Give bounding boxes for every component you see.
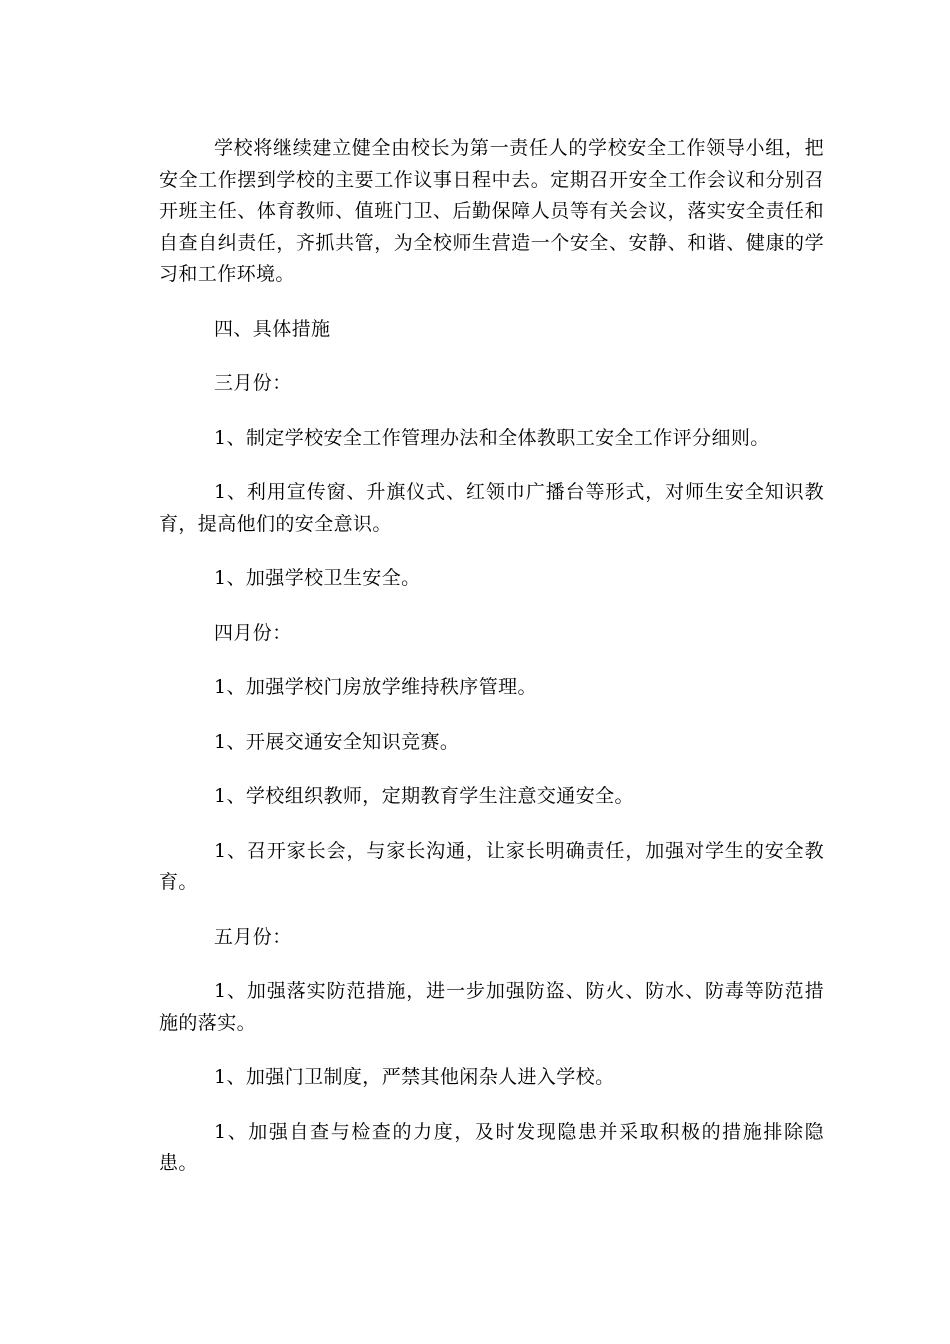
list-item: 1、加强学校卫生安全。 bbox=[214, 567, 421, 589]
document-body bbox=[159, 133, 824, 1203]
section-heading-measures: 四、具体措施 bbox=[214, 317, 331, 340]
list-item: 1、制定学校安全工作管理办法和全体教职工安全工作评分细则。 bbox=[214, 426, 770, 449]
paragraph-intro: 学校将继续建立健全由校长为第一责任人的学校安全工作领导小组，把安全工作摆到学校的主要工作议事日程中去。定期召开安全工作会议和分别召开班主任、体育教师、值班门卫、后勤保障人员等有关会议，落实安全责任和自查自纠责任，齐抓共管，为全校师生营造一个安全、安静、和谐、健康的学习和工作环境。 bbox=[159, 137, 824, 285]
list-item: 1、利用宣传窗、升旗仪式、红领巾广播台等形式，对师生安全知识教育，提高他们的安全意识。 bbox=[159, 481, 824, 535]
list-item: 1、加强学校门房放学维持秩序管理。 bbox=[214, 676, 537, 698]
list-item: 1、加强门卫制度，严禁其他闲杂人进入学校。 bbox=[214, 1066, 615, 1088]
list-item: 1、加强自查与检查的力度，及时发现隐患并采取积极的措施排除隐患。 bbox=[159, 1120, 824, 1174]
list-item: 1、开展交通安全知识竞赛。 bbox=[214, 730, 460, 753]
month-heading-may: 五月份： bbox=[214, 925, 292, 948]
list-item: 1、加强落实防范措施，进一步加强防盗、防火、防水、防毒等防范措施的落实。 bbox=[159, 980, 824, 1034]
month-heading-march: 三月份： bbox=[214, 372, 292, 394]
list-item: 1、学校组织教师，定期教育学生注意交通安全。 bbox=[214, 785, 634, 807]
month-heading-april: 四月份： bbox=[214, 621, 292, 644]
list-item: 1、召开家长会，与家长沟通，让家长明确责任，加强对学生的安全教育。 bbox=[159, 839, 824, 893]
